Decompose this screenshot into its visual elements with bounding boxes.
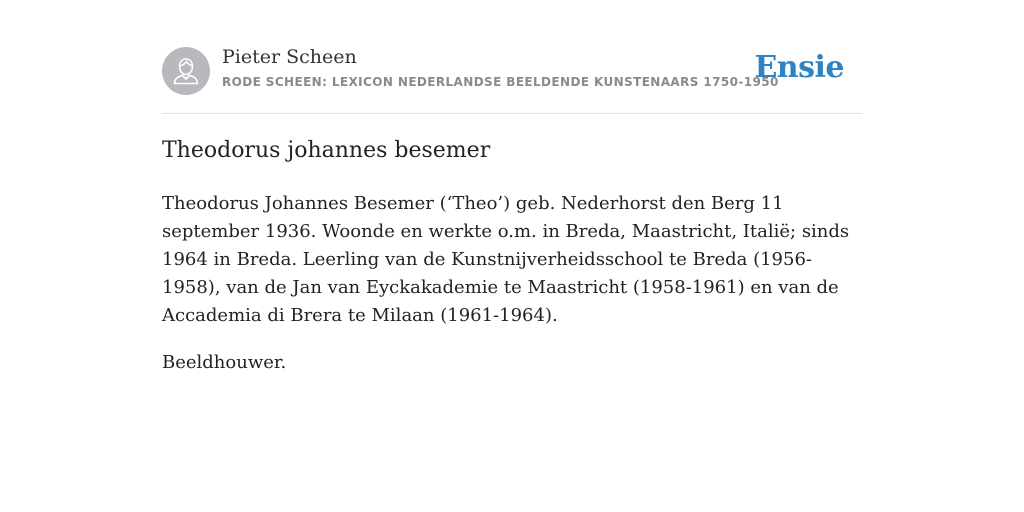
- article-body: [162, 190, 862, 396]
- author-name[interactable]: Pieter Scheen: [222, 46, 357, 68]
- article-paragraph: Beeldhouwer.: [162, 352, 287, 373]
- user-avatar-icon[interactable]: [162, 47, 210, 95]
- article-title: Theodorus johannes besemer: [162, 138, 491, 163]
- article-header: [162, 46, 862, 114]
- source-title[interactable]: RODE SCHEEN: LEXICON NEDERLANDSE BEELDENDE KUNSTENAARS 1750-1950: [222, 75, 779, 89]
- article-paragraph: Theodorus Johannes Besemer (‘Theo’) geb. Nederhorst den Berg 11 september 1936. Woonde en werkte o.m. in Breda, Maastricht, Italië; sinds 1964 in Breda. Leerling van de Kunstnijverheidsschool te Breda (1956-1958), van de Jan van Eyckakademie te Maastricht (1958-1961) en van de Accademia di Brera te Milaan (1961-1964).: [162, 193, 850, 326]
- article-card: [162, 46, 862, 373]
- user-silhouette-icon: [162, 47, 210, 95]
- ensie-logo[interactable]: Ensie: [754, 50, 844, 85]
